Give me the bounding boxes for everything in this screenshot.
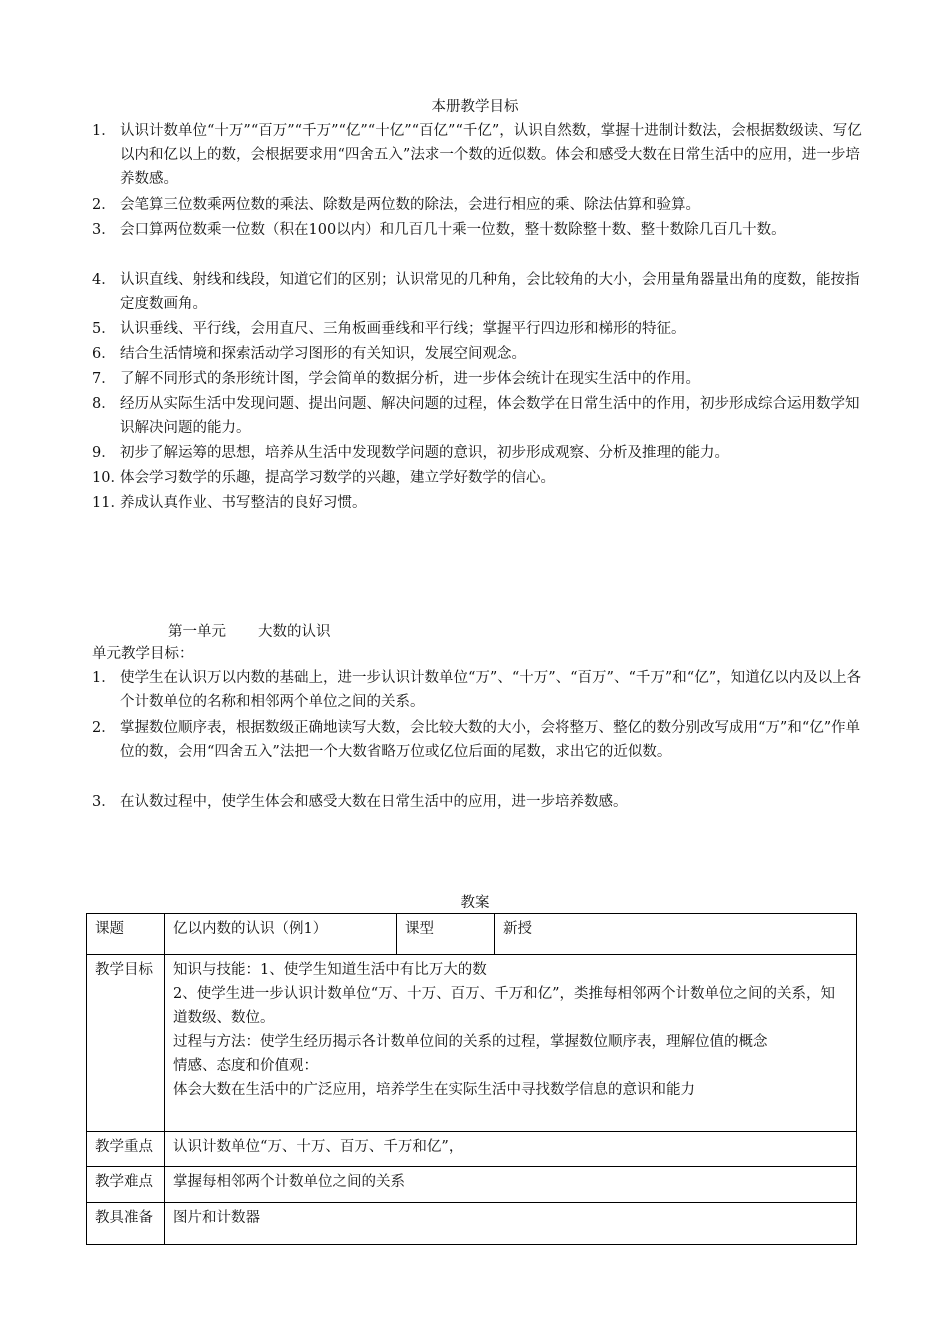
item-number: 2． xyxy=(92,720,116,736)
item-number: 2． xyxy=(92,197,116,213)
item-text: 初步了解运筹的思想，培养从生活中发现数学问题的意识，初步形成观察、分析及推理的能力。 xyxy=(120,445,729,461)
book-goal-item xyxy=(92,342,862,366)
table-row xyxy=(87,914,857,955)
item-text: 使学生在认识万以内数的基础上，进一步认识计数单位“万”、“十万”、“百万”、“千万”和“亿”，知道亿以内及以上各个计数单位的名称和相邻两个单位之间的关系。 xyxy=(120,670,862,710)
lesson-plan-table xyxy=(86,913,857,1245)
item-text: 结合生活情境和探索活动学习图形的有关知识，发展空间观念。 xyxy=(120,346,526,362)
unit-goals-heading: 单元教学目标： xyxy=(92,646,194,662)
unit-label: 第一单元 xyxy=(168,624,226,640)
table-row xyxy=(87,1132,857,1167)
item-text: 体会学习数学的乐趣，提高学习数学的兴趣，建立学好数学的信心。 xyxy=(120,470,555,486)
book-goal-item xyxy=(92,491,862,515)
item-number: 3． xyxy=(92,222,116,238)
item-number: 10． xyxy=(92,470,125,486)
type-value: 新授 xyxy=(495,914,857,955)
difficulty-label: 教学难点 xyxy=(87,1167,165,1203)
goals-value xyxy=(165,955,857,1132)
topic-value: 亿以内数的认识（例1） xyxy=(165,914,397,955)
unit-goal-item xyxy=(92,716,862,764)
item-text: 认识计数单位“十万”“百万”“千万”“亿”“十亿”“百亿”“千亿”，认识自然数，掌握十进制计数法，会根据数级读、写亿以内和亿以上的数，会根据要求用“四舍五入”法求一个数的近似数。体会和感受大数在日常生活中的应用，进一步培养数感。 xyxy=(120,123,862,187)
difficulty-value: 掌握每相邻两个计数单位之间的关系 xyxy=(165,1167,857,1203)
goal-line: 体会大数在生活中的广泛应用，培养学生在实际生活中寻找数学信息的意识和能力 xyxy=(173,1082,695,1098)
tools-label: 教具准备 xyxy=(87,1203,165,1245)
unit-name: 大数的认识 xyxy=(258,624,331,640)
item-text: 会笔算三位数乘两位数的乘法、除数是两位数的除法，会进行相应的乘、除法估算和验算。 xyxy=(120,197,700,213)
book-goal-item xyxy=(92,268,862,316)
item-number: 11． xyxy=(92,495,125,511)
item-text: 经历从实际生活中发现问题、提出问题、解决问题的过程，体会数学在日常生活中的作用，初步形成综合运用数学知识解决问题的能力。 xyxy=(120,396,860,436)
goal-line: 知识与技能：1、使学生知道生活中有比万大的数 xyxy=(173,962,487,978)
unit-title xyxy=(168,620,331,641)
book-goal-item xyxy=(92,466,862,490)
item-text: 在认数过程中，使学生体会和感受大数在日常生活中的应用，进一步培养数感。 xyxy=(120,794,628,810)
item-number: 1． xyxy=(92,123,116,139)
table-row xyxy=(87,1203,857,1245)
item-number: 4． xyxy=(92,272,116,288)
item-text: 认识直线、射线和线段，知道它们的区别；认识常见的几种角，会比较角的大小，会用量角器量出角的度数，能按指定度数画角。 xyxy=(120,272,860,312)
goal-line: 情感、态度和价值观： xyxy=(173,1058,318,1074)
key-label: 教学重点 xyxy=(87,1132,165,1167)
book-goal-item xyxy=(92,193,862,217)
item-text: 掌握数位顺序表，根据数级正确地读写大数，会比较大数的大小，会将整万、整亿的数分别改写成用“万”和“亿”作单位的数，会用“四舍五入”法把一个大数省略万位或亿位后面的尾数，求出它的近似数。 xyxy=(120,720,861,760)
type-label: 课型 xyxy=(397,914,495,955)
item-number: 5． xyxy=(92,321,116,337)
lesson-plan-title: 教案 xyxy=(460,895,490,911)
item-number: 3． xyxy=(92,794,116,810)
goal-line: 2、使学生进一步认识计数单位“万、十万、百万、千万和亿”，类推每相邻两个计数单位之间的关系，知道数级、数位。 xyxy=(173,986,836,1026)
book-goal-item xyxy=(92,367,862,391)
book-goal-item xyxy=(92,441,862,465)
topic-label: 课题 xyxy=(87,914,165,955)
item-number: 8． xyxy=(92,396,116,412)
item-number: 6． xyxy=(92,346,116,362)
tools-value: 图片和计数器 xyxy=(165,1203,857,1245)
key-value: 认识计数单位“万、十万、百万、千万和亿”， xyxy=(165,1132,857,1167)
table-row xyxy=(87,955,857,1132)
goal-line: 过程与方法：使学生经历揭示各计数单位间的关系的过程，掌握数位顺序表，理解位值的概念 xyxy=(173,1034,768,1050)
item-number: 9． xyxy=(92,445,116,461)
book-goals-title: 本册教学目标 xyxy=(431,99,519,115)
book-goal-item xyxy=(92,317,862,341)
unit-goal-item xyxy=(92,666,862,714)
item-text: 了解不同形式的条形统计图，学会简单的数据分析，进一步体会统计在现实生活中的作用。 xyxy=(120,371,700,387)
table-row xyxy=(87,1167,857,1203)
item-text: 会口算两位数乘一位数（积在100以内）和几百几十乘一位数，整十数除整十数、整十数除几百几十数。 xyxy=(120,222,786,238)
goals-label: 教学目标 xyxy=(87,955,165,1132)
item-number: 7． xyxy=(92,371,116,387)
unit-goal-item xyxy=(92,790,862,814)
book-goal-item xyxy=(92,119,862,191)
book-goal-item xyxy=(92,392,862,440)
book-goal-item xyxy=(92,218,862,242)
item-text: 认识垂线、平行线，会用直尺、三角板画垂线和平行线；掌握平行四边形和梯形的特征。 xyxy=(120,321,686,337)
item-text: 养成认真作业、书写整洁的良好习惯。 xyxy=(120,495,367,511)
item-number: 1． xyxy=(92,670,116,686)
